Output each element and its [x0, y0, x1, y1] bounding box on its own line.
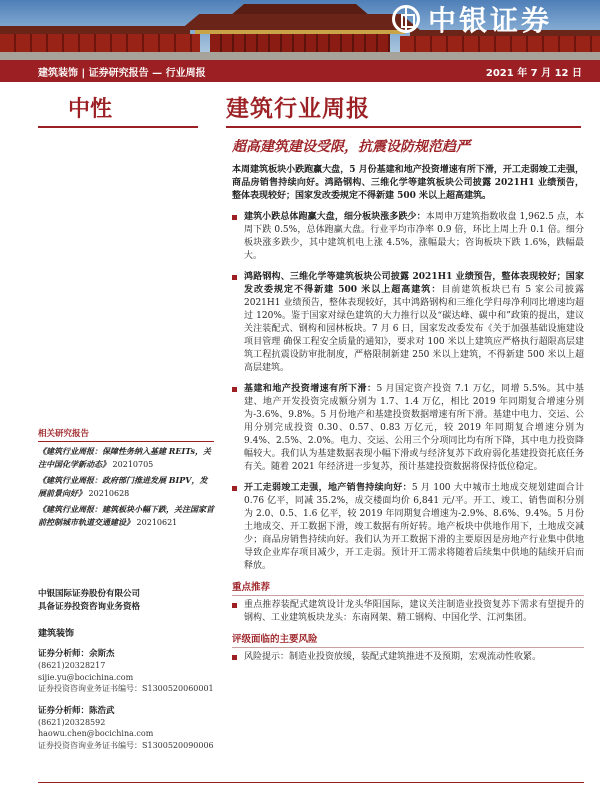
rating-label: 中性	[68, 97, 113, 122]
key-point	[232, 482, 584, 573]
key-point	[232, 383, 584, 474]
banner-ground	[0, 52, 600, 60]
risk-text: 风险提示：制造业投资放缓，装配式建筑推进不及预期，宏观流动性收紧。	[244, 652, 542, 662]
analyst-info	[38, 628, 214, 751]
key-point-heading: 开工走弱竣工走强，地产销售持续向好：	[244, 483, 412, 493]
analyst-name: 证券分析师：陈浩武	[38, 705, 115, 716]
logo-text: 中银证券	[428, 4, 553, 37]
footer-divider	[38, 782, 584, 783]
company-info	[38, 588, 214, 614]
key-points-list	[232, 211, 584, 573]
analyst-cert: 证券投资咨询业务证书编号：S1300520060001	[38, 684, 214, 693]
palace-roof	[180, 14, 420, 30]
analyst-phone: (8621)20328592	[38, 717, 106, 727]
analyst-phone: (8621)20328217	[38, 661, 106, 670]
analyst-email[interactable]: sijie.yu@bocichina.com	[38, 672, 134, 682]
related-report-link[interactable]	[38, 503, 214, 529]
analyst-name: 证券分析师：余斯杰	[38, 649, 115, 659]
key-point	[232, 211, 584, 263]
related-report-date: 20210621	[136, 518, 178, 527]
sector-name: 建筑装饰	[38, 629, 75, 639]
company-qualification: 具备证券投资咨询业务资格	[38, 602, 141, 612]
risk-section-title: 评级面临的主要风险	[232, 633, 584, 648]
key-point-heading: 建筑小跌总体跑赢大盘，细分板块涨多跌少：	[244, 212, 426, 222]
related-research-title: 相关研究报告	[38, 428, 214, 442]
key-point-text: 5 月 100 大中城市土地成交规划建面合计 0.76 亿平，同减 35.2%，成交楼面均价 6,841 元/平。开工、竣工、销售面积分别为 2.0、0.5、1.6 亿平，较 2019 年同期复合增速为-2.9%、8.6%、9.4%。5 月份土地成交、开工数据下滑，竣工数据有所好转。地产板块中供地作用下，土地成交减少；商品房销售持续向好。我们认为开工数据下滑的主要原因是房地产行业集中供地导致企业库存项目减少，开工走弱。预计开工需求将随着后续集中供地的陆续开启而释放。	[244, 483, 584, 571]
rating-divider	[38, 126, 198, 128]
related-report-title: 《建筑行业周报：建筑板块小幅下跌，关注国家首前控制城市轨道交通建设》	[38, 504, 214, 527]
related-report-title: 《建筑行业周报：政府部门推进发展 BIPV，发展前景向好》	[38, 475, 208, 498]
title-divider	[226, 126, 581, 128]
page-title: 建筑行业周报	[226, 96, 370, 122]
analyst-cert: 证券投资咨询业务证书编号：S1300520090006	[38, 740, 214, 750]
risk-item	[232, 651, 584, 664]
key-point-heading: 基建和地产投资增速有所下滑：	[244, 384, 377, 394]
company-name: 中银国际证券股份有限公司	[38, 589, 141, 599]
bank-logo-icon	[392, 5, 420, 33]
related-report-title: 《建筑行业周报：保障性务纳入基建 REITs，关注中国化学新动态》	[38, 446, 211, 469]
key-point-text: 5 月国定资产投资 7.1 万亿，同增 5.5%。其中基建、地产开发投资完成额分别为 1.7、1.4 万亿，相比 2019 年同期复合增速分别为-3.6%、9.8%。5 月份地产和基建投资数据增速有所下滑。基建中电力、交运、公用分别完成投资 0.30、0.57、0.83 万亿元，较 2019 年同期复合增速分别为 9.4%、2.5%、2.0%。电力、交运、公用三个分项同比均有所下降，其中电力投资降幅较大。我们认为基建数据表现小幅下滑或与经济复苏下政府弱化基建投资托底任务有关。随着 2021 年经济进一步复苏，预计基建投资数据将保持低位稳定。	[244, 384, 584, 472]
lead-paragraph: 本周建筑板块小跌跑赢大盘，5 月份基建和地产投资增速有所下滑，开工走弱竣工走强，商品房销售持续向好。鸿路钢构、三维化学等建筑板块公司披露 2021H1 业绩预告，整体表现较好；国家发改委规定不得新建 500 米以上超高建筑。	[232, 165, 584, 201]
breadcrumb: 建筑装饰 | 证券研究报告 — 行业周报	[38, 67, 206, 79]
banner-wall-left	[0, 34, 200, 52]
key-point	[232, 271, 584, 375]
analyst-email[interactable]: haowu.chen@bocichina.com	[38, 729, 154, 738]
related-report-link[interactable]	[38, 445, 214, 471]
header-banner	[0, 0, 600, 60]
related-report-date: 20210705	[112, 460, 154, 469]
banner-roof-left	[0, 26, 190, 34]
palace-hall	[210, 34, 390, 52]
report-header-bar	[0, 60, 600, 82]
report-date: 2021 年 7 月 12 日	[485, 67, 582, 79]
key-point-heading: 鸿路钢构、三维化学等建筑板块公司披露 2021H1 业绩预告，整体表现较好；国家发改委规定不得新建 500 米以上超高建筑：	[244, 272, 584, 295]
related-report-date: 20210628	[88, 489, 130, 498]
company-logo	[392, 0, 552, 38]
focus-text: 重点推荐装配式建筑设计龙头华阳国际，建议关注制造业投资复苏下需求有望提升的钢构、工业建筑板块龙头：东南网架、精工钢构、中国化学、江河集团。	[244, 600, 584, 623]
focus-item	[232, 599, 584, 625]
main-content	[232, 164, 584, 672]
key-point-text: 本周申万建筑指数收盘 1,962.5 点，本周下跌 0.5%，总体跑赢大盘。行业平均市净率 0.9 倍，环比上周上升 0.1 倍。细分板块涨多跌少，其中建筑机电上涨 4.5%，涨幅最大；咨询板块下跌 1.6%，跌幅最大。	[244, 212, 584, 261]
page-subtitle: 超高建筑建设受限，抗震设防规范趋严	[232, 139, 470, 155]
related-research	[38, 428, 214, 532]
key-point-text: 目前建筑板块已有 5 家公司披露 2021H1 业绩预告，整体表现较好，其中鸿路钢构和三维化学归母净利同比增速均超过 120%。鉴于国家对绿色建筑的大力推行以及“碳达峰、碳中和”政策的提出，建议关注装配式、钢构和园林板块。7 月 6 日，国家发改委发布《关于加强基础设施建设项目管理 确保工程安全质量的通知》，要求对 100 米以上建筑应严格执行超限高层建筑工程抗震设防审批制度，严格限制新建 250 米以上建筑，不得新建 500 米以上超高层建筑。	[244, 285, 584, 373]
risk-list	[232, 651, 584, 664]
focus-list	[232, 599, 584, 625]
focus-section-title: 重点推荐	[232, 581, 584, 596]
related-report-link[interactable]	[38, 474, 214, 500]
